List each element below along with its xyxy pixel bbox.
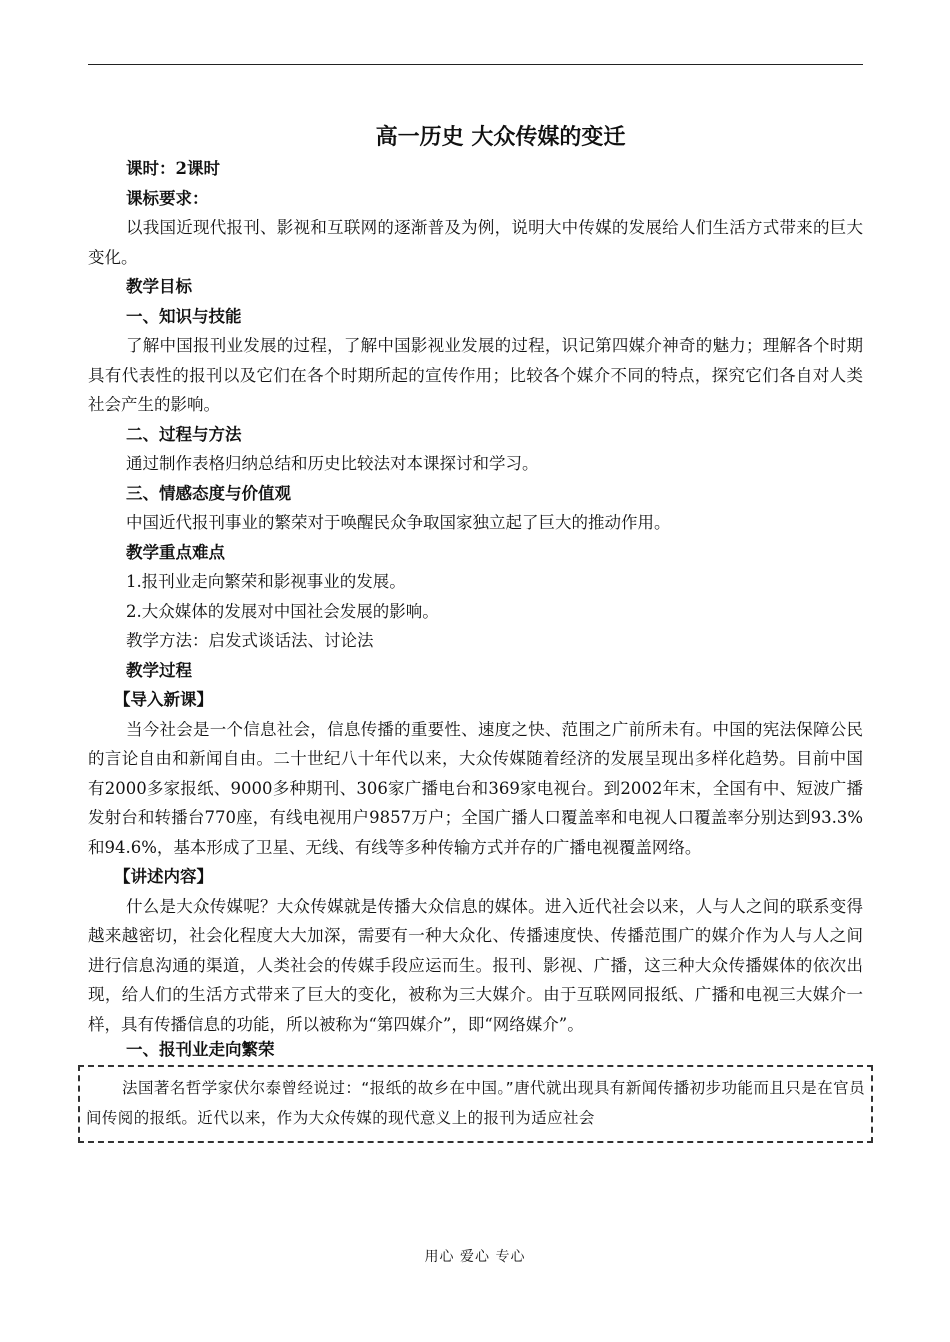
teaching-method: 教学方法：启发式谈话法、讨论法 — [126, 631, 374, 650]
page-footer: 用心 爱心 专心 — [424, 1249, 526, 1265]
lecture-heading: 【讲述内容】 — [114, 867, 213, 886]
header-rule — [88, 64, 863, 65]
lecture-text: 什么是大众传媒呢？大众传媒就是传播大众信息的媒体。进入近代社会以来，人与人之间的联系变得越来越密切，社会化程度大大加深，需要有一种大众化、传播速度快、传播范围广的媒介作为人与人之间进行信息沟通的渠道，人类社会的传媒手段应运而生。报刊、影视、广播，这三种大众传播媒体的依次出现，给人们的生活方式带来了巨大的变化，被称为三大媒介。由于互联网同报纸、广播和电视三大媒介一样，具有传播信息的功能，所以被称为“第四媒介”，即“网络媒介”。 — [88, 896, 863, 1034]
goals-heading: 教学目标 — [126, 277, 192, 296]
quote-box-text: 法国著名哲学家伏尔泰曾经说过：“报纸的故乡在中国。”唐代就出现具有新闻传播初步功能而且只是在官员间传阅的报纸。近代以来，作为大众传媒的现代意义上的报刊为适应社会 — [86, 1079, 865, 1127]
key-point-2: 2.大众媒体的发展对中国社会发展的影响。 — [126, 601, 439, 621]
page-title: 高一历史 大众传媒的变迁 — [375, 124, 626, 150]
standard-text: 以我国近现代报刊、影视和互联网的逐渐普及为例，说明大中传媒的发展给人们生活方式带来的巨大变化。 — [88, 218, 863, 267]
document-body — [88, 120, 863, 1143]
process-heading: 教学过程 — [126, 660, 192, 680]
intro-text: 当今社会是一个信息社会，信息传播的重要性、速度之快、范围之广前所未有。中国的宪法保障公民的言论自由和新闻自由。二十世纪八十年代以来，大众传媒随着经济的发展呈现出多样化趋势。目前中国有2000多家报纸、9000多种期刊、306家广播电台和369家电视台。到2002年末，全国有中、短波广播发射台和转播台770座，有线电视用户9857万户；全国广播人口覆盖率和电视人口覆盖率分别达到93.3%和94.6%，基本形成了卫星、无线、有线等多种传输方式并存的广播电视覆盖网络。 — [88, 719, 863, 857]
goal1-text: 了解中国报刊业发展的过程，了解中国影视业发展的过程，识记第四媒介神奇的魅力；理解各个时期具有代表性的报刊以及它们在各个时期所起的宣传作用；比较各个媒介不同的特点，探究它们各自对人类社会产生的影响。 — [88, 336, 863, 414]
class-hours: 课时：2课时 — [126, 159, 220, 178]
goal3-heading: 三、情感态度与价值观 — [126, 483, 291, 503]
key-point-1: 1.报刊业走向繁荣和影视事业的发展。 — [126, 572, 406, 591]
goal3-text: 中国近代报刊事业的繁荣对于唤醒民众争取国家独立起了巨大的推动作用。 — [126, 513, 671, 532]
key-heading: 教学重点难点 — [126, 542, 225, 562]
goal1-heading: 一、知识与技能 — [126, 306, 242, 326]
section1-heading: 一、报刊业走向繁荣 — [126, 1040, 275, 1059]
intro-heading: 【导入新课】 — [114, 690, 213, 709]
goal2-text: 通过制作表格归纳总结和历史比较法对本课探讨和学习。 — [126, 454, 539, 473]
standard-heading: 课标要求： — [126, 188, 209, 208]
goal2-heading: 二、过程与方法 — [126, 424, 242, 444]
quote-box — [78, 1065, 873, 1143]
